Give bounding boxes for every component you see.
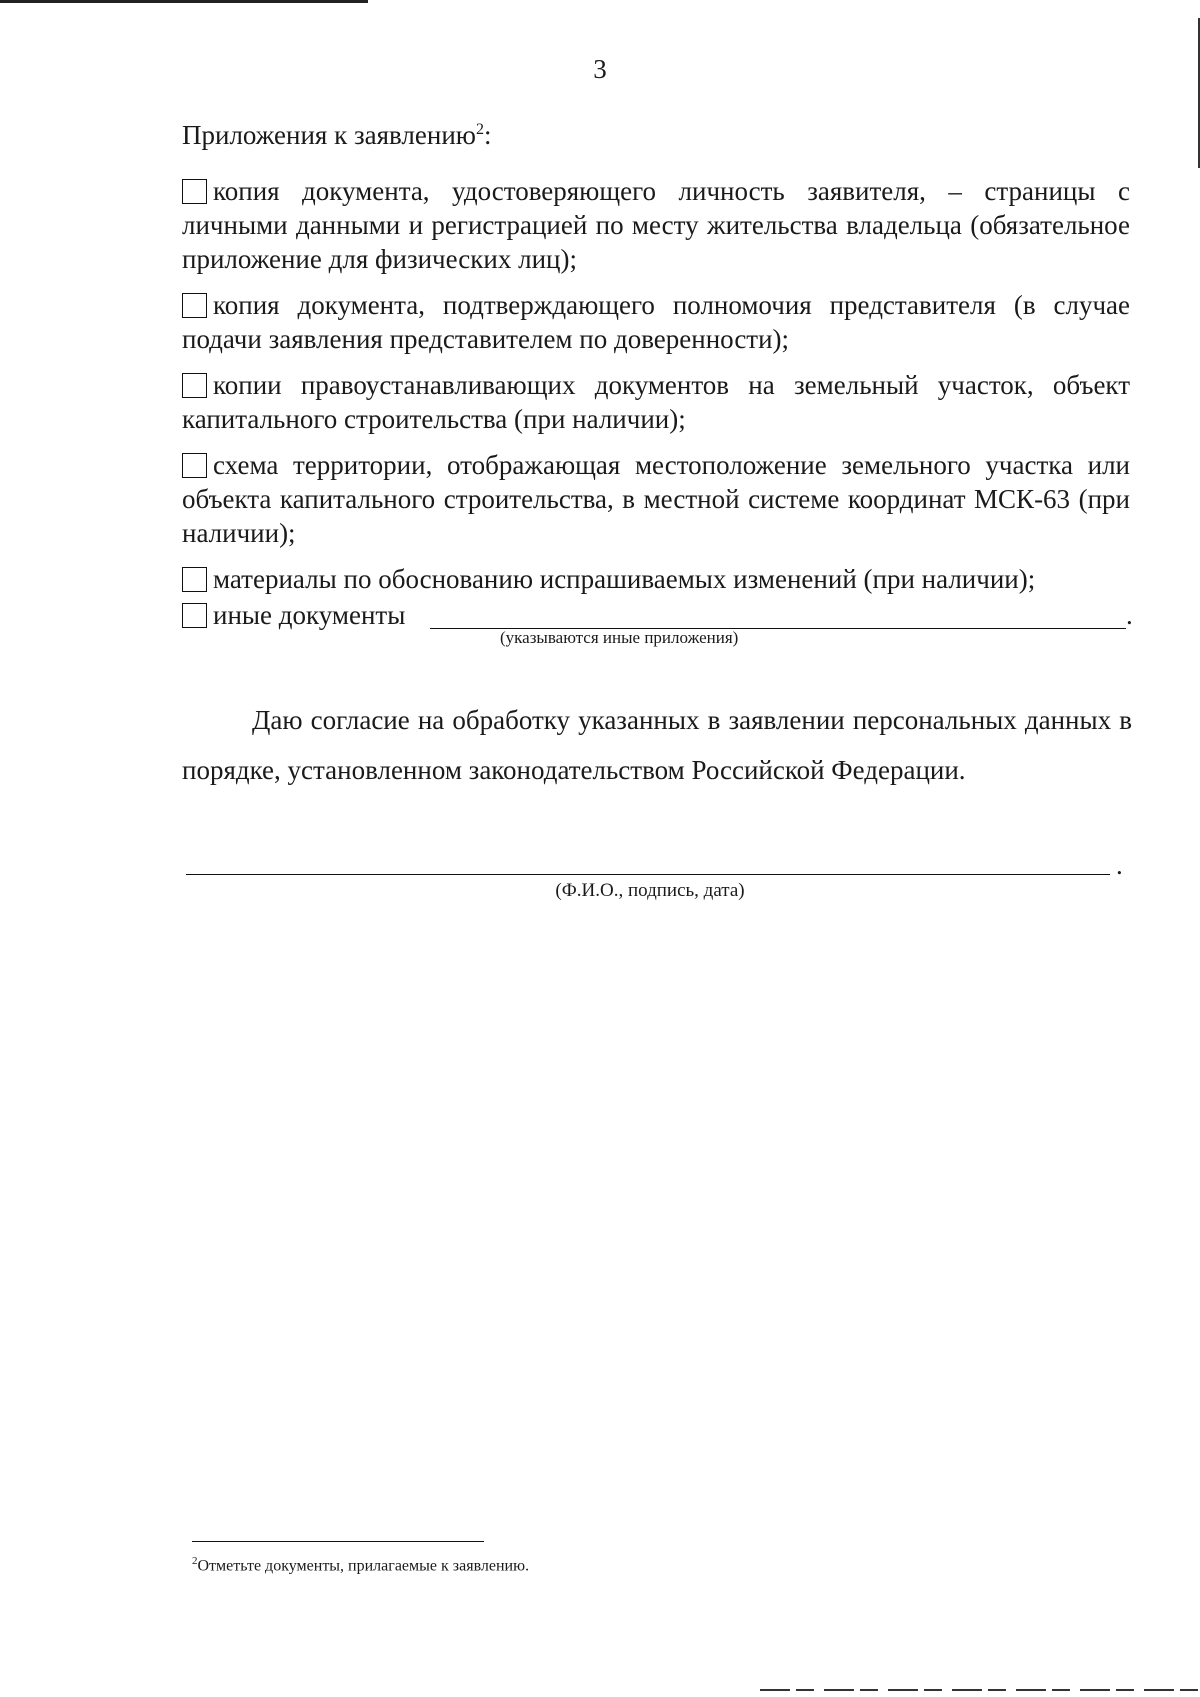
attachment-item-representative: [182, 288, 1130, 356]
scan-edge-bottom: [760, 1689, 1200, 1691]
signature-caption: (Ф.И.О., подпись, дата): [555, 880, 745, 901]
checkbox-territory-scheme[interactable]: [182, 453, 207, 478]
checkbox-title-documents[interactable]: [182, 373, 207, 398]
other-documents-end-mark: .: [1126, 600, 1133, 630]
page-number: 3: [593, 54, 607, 84]
attachment-label-territory-scheme: схема территории, отображающая местоположение земельного участка или объекта капитального строительства, в местной системе координат МСК-63 (при наличии);: [182, 450, 1130, 548]
other-documents-label: иные документы: [213, 600, 406, 630]
other-documents-caption: (указываются иные приложения): [500, 628, 739, 647]
attachments-list: [182, 174, 1130, 608]
attachment-label-identity: копия документа, удостоверяющего личность заявителя, – страницы с личными данными и регистрацией по месту жительства владельца (обязательное приложение для физических лиц);: [182, 176, 1130, 274]
checkbox-identity[interactable]: [182, 179, 207, 204]
attachment-item-territory-scheme: [182, 448, 1130, 550]
checkbox-justification[interactable]: [182, 567, 207, 592]
footnote-number: 2: [192, 1555, 198, 1567]
footnote-ref: 2: [475, 121, 484, 138]
signature-input[interactable]: [186, 874, 1110, 875]
checkbox-other-documents[interactable]: [182, 603, 207, 628]
footnote-divider: [192, 1541, 484, 1542]
attachments-heading: [182, 120, 491, 151]
footnote-text: Отметьте документы, прилагаемые к заявлению.: [197, 1557, 530, 1575]
attachments-heading-text: Приложения к заявлению: [182, 120, 476, 150]
signature-end-mark: .: [1116, 850, 1123, 880]
scan-edge-top: [0, 0, 368, 3]
attachment-item-title-documents: [182, 368, 1130, 436]
attachment-label-title-documents: копии правоустанавливающих документов на земельный участок, объект капитального строительства (при наличии);: [182, 370, 1130, 434]
attachment-item-identity: [182, 174, 1130, 276]
attachment-label-representative: копия документа, подтверждающего полномочия представителя (в случае подачи заявления представителем по доверенности);: [182, 290, 1130, 354]
footnote: [192, 1555, 529, 1575]
attachments-heading-suffix: :: [483, 120, 492, 150]
other-documents-row: [182, 598, 1132, 632]
checkbox-representative[interactable]: [182, 293, 207, 318]
attachment-label-justification: материалы по обоснованию испрашиваемых изменений (при наличии);: [213, 564, 1036, 594]
attachment-item-justification: [182, 562, 1130, 596]
consent-paragraph: Даю согласие на обработку указанных в заявлении персональных данных в порядке, установленном законодательством Российской Федерации.: [182, 705, 1132, 785]
